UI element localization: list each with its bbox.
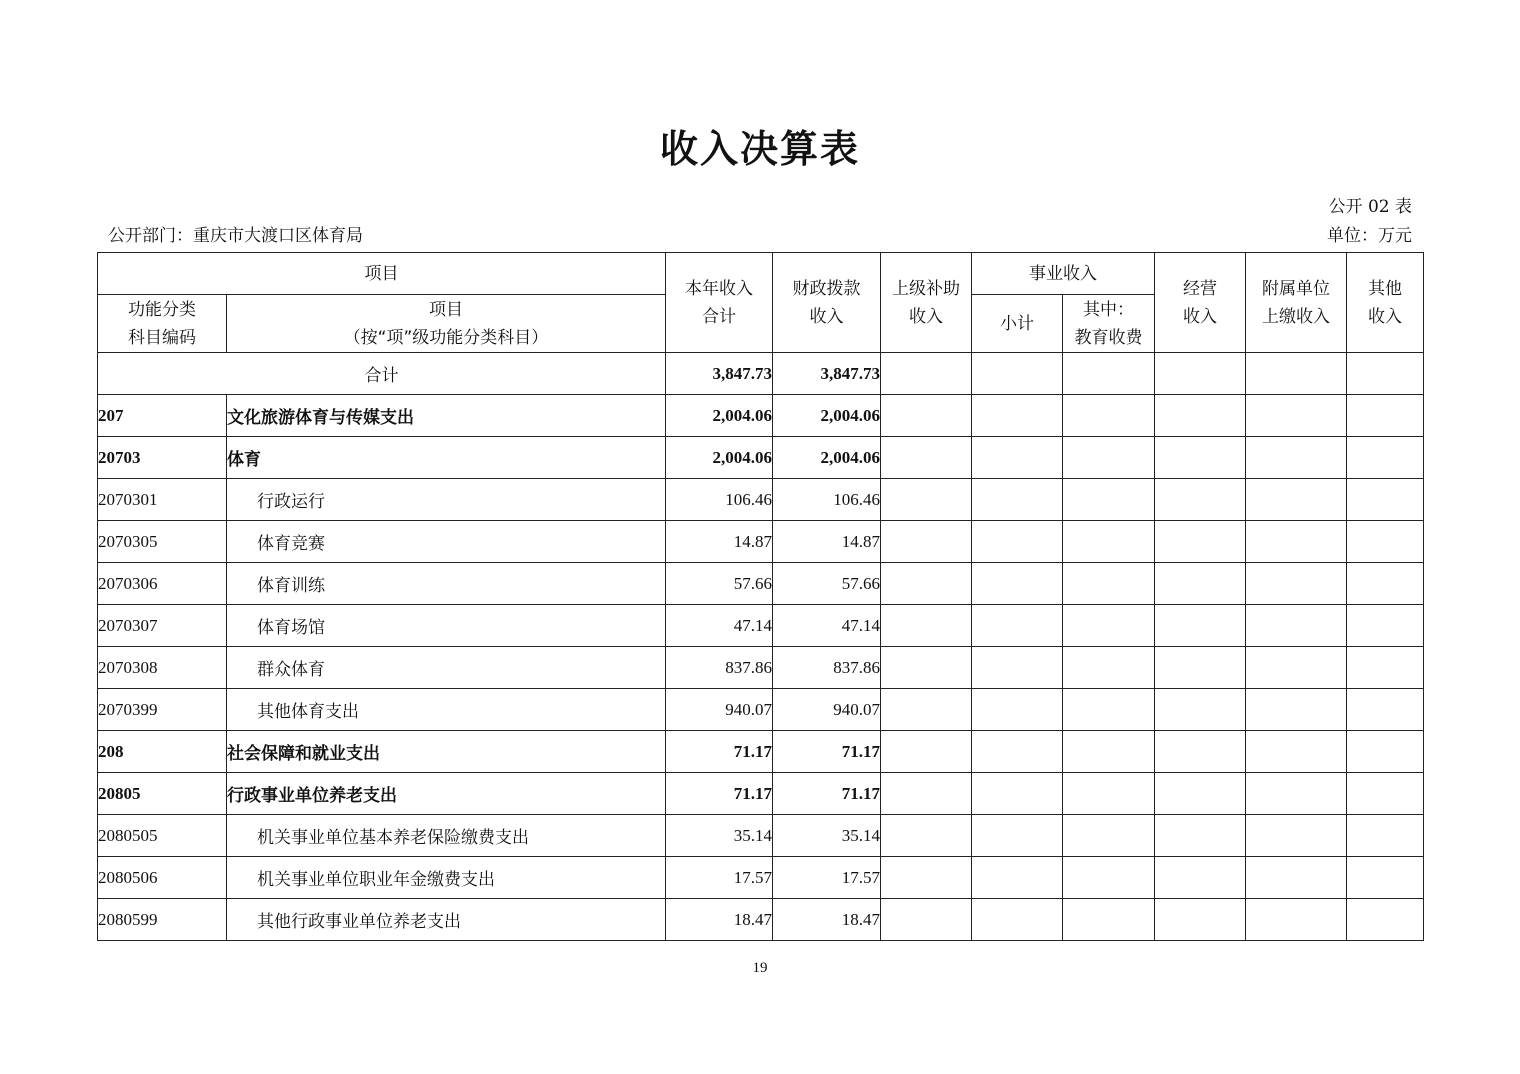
row-code: 2070305 — [98, 521, 227, 563]
row-fiscal: 17.57 — [773, 857, 881, 899]
form-number: 公开 02 表 — [1328, 197, 1412, 217]
row-annual: 837.86 — [666, 647, 773, 689]
header-other-income: 其他 收入 — [1347, 253, 1424, 353]
row-fiscal: 71.17 — [773, 731, 881, 773]
empty-cell — [881, 773, 972, 815]
empty-cell — [1347, 563, 1424, 605]
empty-cell — [1155, 731, 1246, 773]
row-fiscal: 18.47 — [773, 899, 881, 941]
row-annual: 2,004.06 — [666, 437, 773, 479]
table-row — [98, 563, 1424, 605]
table-row — [98, 773, 1424, 815]
row-name: 行政运行 — [227, 479, 666, 521]
empty-cell — [1063, 563, 1155, 605]
empty-cell — [881, 521, 972, 563]
empty-cell — [881, 605, 972, 647]
empty-cell — [1246, 857, 1347, 899]
empty-cell — [972, 857, 1063, 899]
empty-cell — [1155, 521, 1246, 563]
empty-cell — [972, 731, 1063, 773]
row-code: 208 — [98, 731, 227, 773]
table-row-total — [98, 353, 1424, 395]
empty-cell — [1063, 689, 1155, 731]
empty-cell — [1063, 731, 1155, 773]
row-annual: 106.46 — [666, 479, 773, 521]
row-annual: 17.57 — [666, 857, 773, 899]
page-number: 19 — [752, 960, 768, 976]
row-code: 20805 — [98, 773, 227, 815]
empty-cell — [1246, 437, 1347, 479]
row-annual: 47.14 — [666, 605, 773, 647]
empty-cell — [1063, 647, 1155, 689]
empty-cell — [881, 731, 972, 773]
empty-cell — [1246, 773, 1347, 815]
empty-cell — [1347, 731, 1424, 773]
empty-cell — [1347, 353, 1424, 395]
row-code: 2080599 — [98, 899, 227, 941]
empty-cell — [1155, 563, 1246, 605]
row-fiscal: 940.07 — [773, 689, 881, 731]
empty-cell — [1347, 815, 1424, 857]
row-fiscal: 14.87 — [773, 521, 881, 563]
empty-cell — [1347, 437, 1424, 479]
empty-cell — [881, 815, 972, 857]
row-name: 机关事业单位基本养老保险缴费支出 — [227, 815, 666, 857]
row-code: 2070307 — [98, 605, 227, 647]
row-annual: 940.07 — [666, 689, 773, 731]
row-annual: 57.66 — [666, 563, 773, 605]
row-fiscal: 47.14 — [773, 605, 881, 647]
empty-cell — [881, 647, 972, 689]
empty-cell — [1246, 899, 1347, 941]
row-name: 其他行政事业单位养老支出 — [227, 899, 666, 941]
empty-cell — [1063, 395, 1155, 437]
empty-cell — [1347, 647, 1424, 689]
empty-cell — [972, 773, 1063, 815]
empty-cell — [1063, 773, 1155, 815]
income-table — [97, 252, 1424, 941]
header-function-code: 功能分类 科目编码 — [98, 295, 227, 353]
row-fiscal: 837.86 — [773, 647, 881, 689]
row-name: 体育场馆 — [227, 605, 666, 647]
empty-cell — [1246, 521, 1347, 563]
empty-cell — [1347, 521, 1424, 563]
row-code: 2070308 — [98, 647, 227, 689]
header-item: 项目 （按“项”级功能分类科目） — [227, 295, 666, 353]
row-code: 2070301 — [98, 479, 227, 521]
row-annual: 18.47 — [666, 899, 773, 941]
row-name: 群众体育 — [227, 647, 666, 689]
row-code: 207 — [98, 395, 227, 437]
empty-cell — [1347, 689, 1424, 731]
row-annual: 71.17 — [666, 731, 773, 773]
row-code: 2080506 — [98, 857, 227, 899]
row-fiscal: 2,004.06 — [773, 437, 881, 479]
empty-cell — [1155, 395, 1246, 437]
unit-label: 单位：万元 — [1327, 226, 1412, 246]
empty-cell — [1347, 479, 1424, 521]
empty-cell — [1063, 479, 1155, 521]
header-upper-subsidy: 上级补助 收入 — [881, 253, 972, 353]
empty-cell — [881, 479, 972, 521]
total-label: 合计 — [98, 353, 666, 395]
row-annual: 35.14 — [666, 815, 773, 857]
empty-cell — [881, 899, 972, 941]
table-row — [98, 815, 1424, 857]
empty-cell — [972, 647, 1063, 689]
empty-cell — [972, 689, 1063, 731]
empty-cell — [1155, 605, 1246, 647]
total-annual: 3,847.73 — [666, 353, 773, 395]
empty-cell — [1063, 815, 1155, 857]
header-career-income: 事业收入 — [972, 253, 1155, 295]
empty-cell — [1347, 773, 1424, 815]
empty-cell — [1246, 479, 1347, 521]
empty-cell — [1246, 647, 1347, 689]
header-business-income: 经营 收入 — [1155, 253, 1246, 353]
empty-cell — [972, 437, 1063, 479]
row-name: 文化旅游体育与传媒支出 — [227, 395, 666, 437]
empty-cell — [972, 521, 1063, 563]
header-affiliated-income: 附属单位 上缴收入 — [1246, 253, 1347, 353]
empty-cell — [1155, 815, 1246, 857]
empty-cell — [1155, 353, 1246, 395]
empty-cell — [1347, 395, 1424, 437]
empty-cell — [1246, 689, 1347, 731]
empty-cell — [1155, 899, 1246, 941]
table-row — [98, 731, 1424, 773]
empty-cell — [1063, 605, 1155, 647]
row-code: 2070399 — [98, 689, 227, 731]
empty-cell — [1155, 647, 1246, 689]
empty-cell — [972, 899, 1063, 941]
table-row — [98, 605, 1424, 647]
row-fiscal: 35.14 — [773, 815, 881, 857]
empty-cell — [1155, 773, 1246, 815]
header-project: 项目 — [98, 253, 666, 295]
empty-cell — [972, 395, 1063, 437]
empty-cell — [972, 353, 1063, 395]
empty-cell — [1246, 563, 1347, 605]
empty-cell — [1347, 899, 1424, 941]
empty-cell — [972, 605, 1063, 647]
empty-cell — [1155, 689, 1246, 731]
empty-cell — [972, 479, 1063, 521]
page-title: 收入决算表 — [659, 127, 860, 171]
empty-cell — [1246, 605, 1347, 647]
row-name: 体育 — [227, 437, 666, 479]
header-education-fee: 其中： 教育收费 — [1063, 295, 1155, 353]
table-row — [98, 857, 1424, 899]
header-subtotal: 小计 — [972, 295, 1063, 353]
table-row — [98, 521, 1424, 563]
row-code: 2070306 — [98, 563, 227, 605]
empty-cell — [1155, 479, 1246, 521]
empty-cell — [972, 563, 1063, 605]
empty-cell — [1347, 857, 1424, 899]
row-fiscal: 71.17 — [773, 773, 881, 815]
empty-cell — [1063, 857, 1155, 899]
row-annual: 14.87 — [666, 521, 773, 563]
empty-cell — [881, 353, 972, 395]
row-name: 行政事业单位养老支出 — [227, 773, 666, 815]
row-name: 机关事业单位职业年金缴费支出 — [227, 857, 666, 899]
empty-cell — [972, 815, 1063, 857]
empty-cell — [1246, 731, 1347, 773]
row-name: 社会保障和就业支出 — [227, 731, 666, 773]
row-name: 其他体育支出 — [227, 689, 666, 731]
empty-cell — [1063, 521, 1155, 563]
empty-cell — [1155, 437, 1246, 479]
empty-cell — [1063, 353, 1155, 395]
table-row — [98, 479, 1424, 521]
row-fiscal: 2,004.06 — [773, 395, 881, 437]
empty-cell — [881, 437, 972, 479]
table-row — [98, 689, 1424, 731]
row-fiscal: 106.46 — [773, 479, 881, 521]
row-code: 20703 — [98, 437, 227, 479]
department-label: 公开部门：重庆市大渡口区体育局 — [108, 226, 363, 246]
table-row — [98, 437, 1424, 479]
row-annual: 2,004.06 — [666, 395, 773, 437]
table-row — [98, 647, 1424, 689]
empty-cell — [1347, 605, 1424, 647]
empty-cell — [881, 689, 972, 731]
empty-cell — [1246, 815, 1347, 857]
empty-cell — [1246, 353, 1347, 395]
empty-cell — [1155, 857, 1246, 899]
empty-cell — [1063, 437, 1155, 479]
empty-cell — [881, 563, 972, 605]
empty-cell — [1246, 395, 1347, 437]
empty-cell — [1063, 899, 1155, 941]
row-name: 体育竞赛 — [227, 521, 666, 563]
row-code: 2080505 — [98, 815, 227, 857]
row-annual: 71.17 — [666, 773, 773, 815]
row-name: 体育训练 — [227, 563, 666, 605]
header-fiscal-income: 财政拨款 收入 — [773, 253, 881, 353]
row-fiscal: 57.66 — [773, 563, 881, 605]
header-annual-income: 本年收入 合计 — [666, 253, 773, 353]
total-fiscal: 3,847.73 — [773, 353, 881, 395]
empty-cell — [881, 857, 972, 899]
table-row — [98, 395, 1424, 437]
table-row — [98, 899, 1424, 941]
empty-cell — [881, 395, 972, 437]
